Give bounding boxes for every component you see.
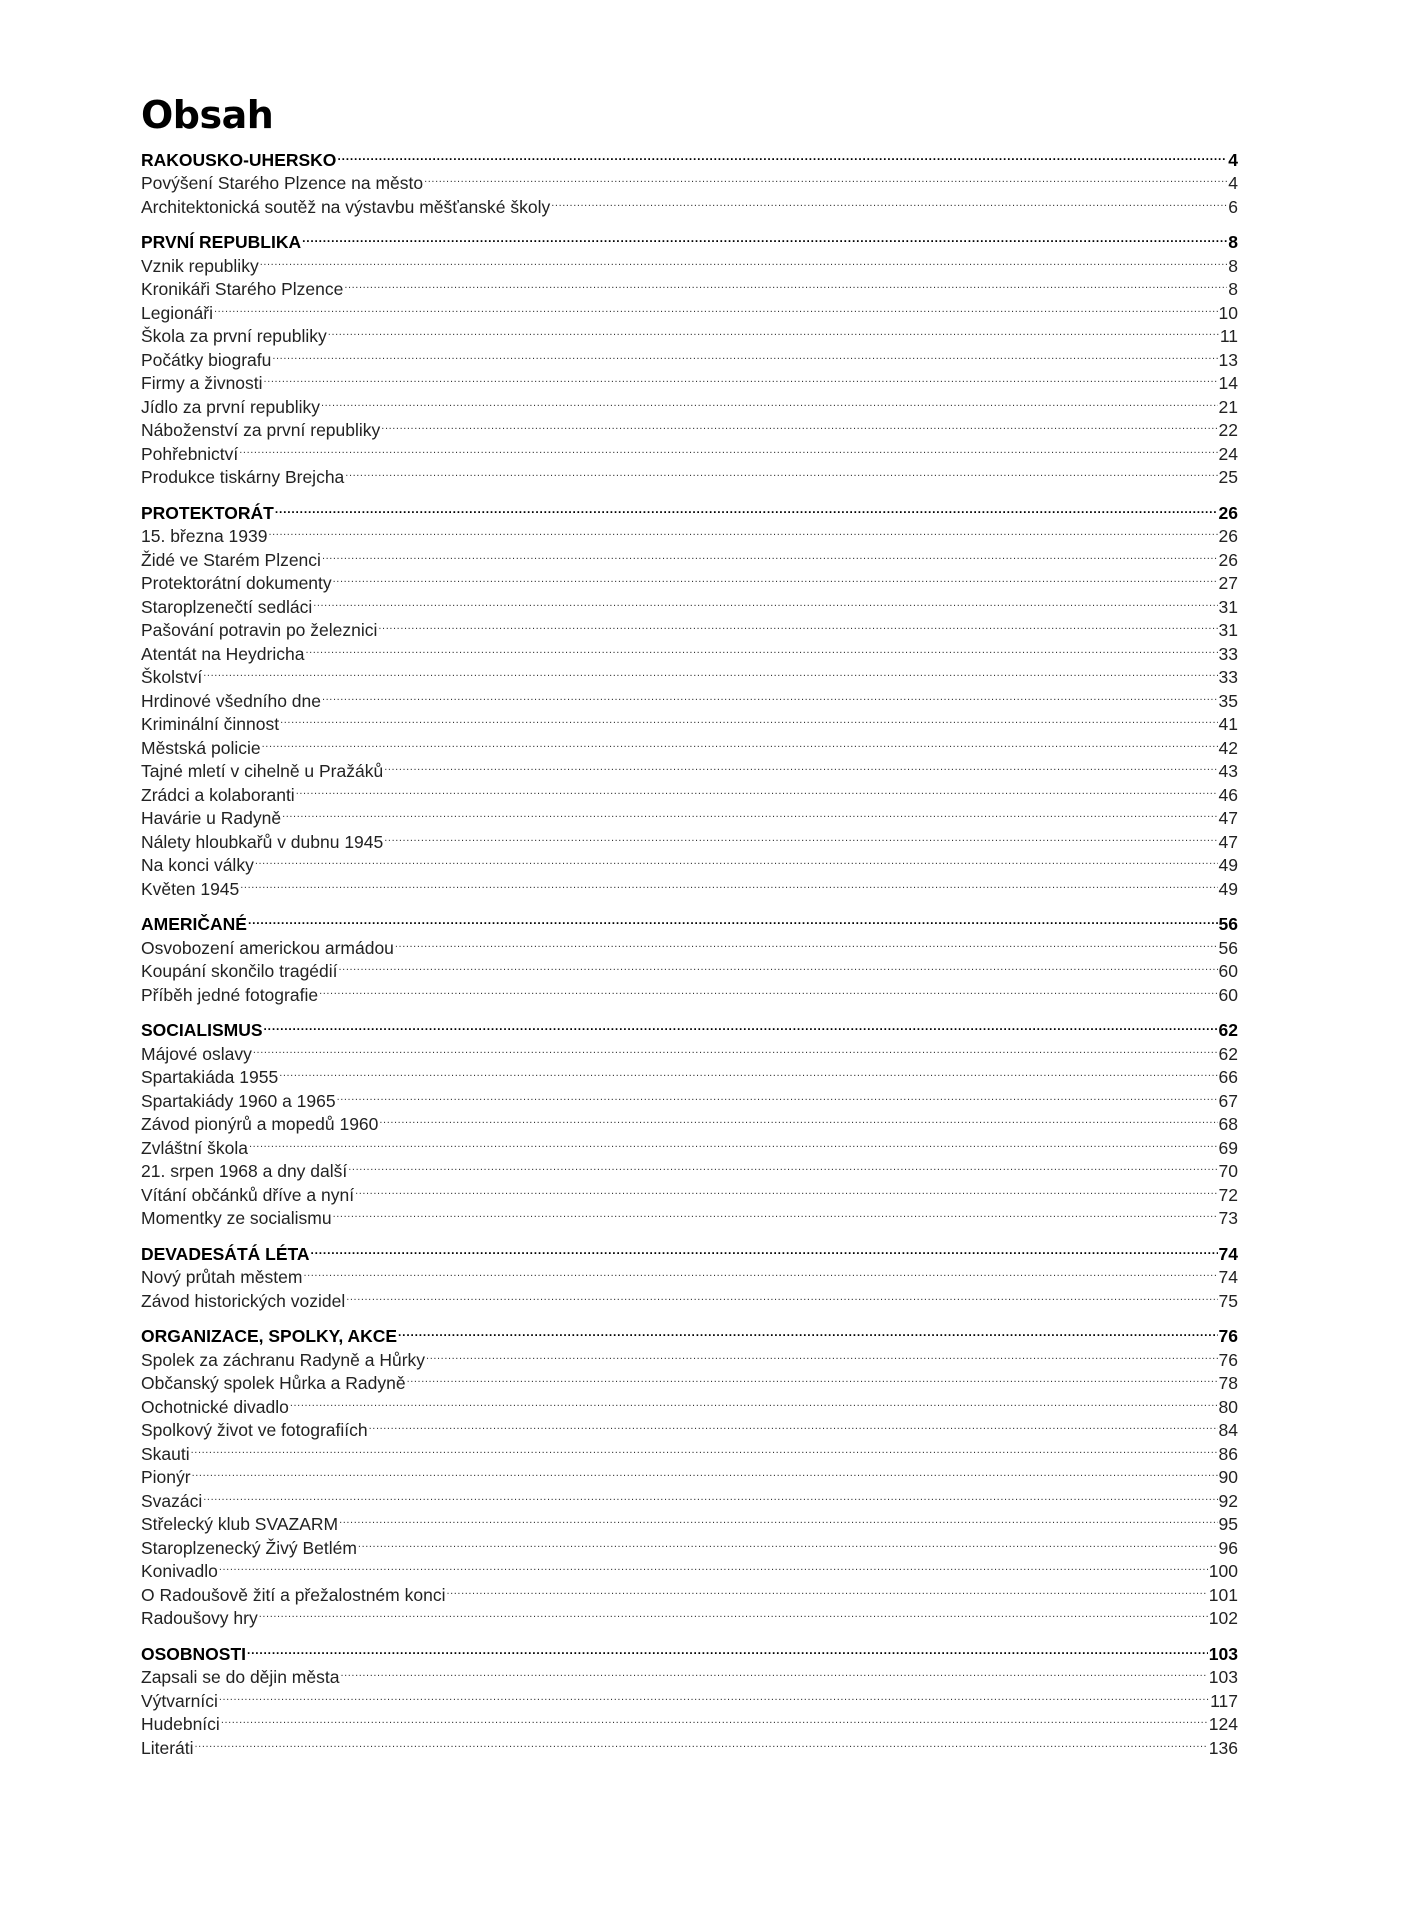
toc-section	[141, 1236, 1238, 1311]
page-number: 49	[1218, 855, 1238, 875]
toc-section-heading[interactable]	[141, 495, 1238, 523]
dot-leader	[319, 977, 1217, 1001]
toc-entry-label: Architektonická soutěž na výstavbu měšťanské školy	[141, 196, 551, 217]
toc-entry-label: Momentky ze socialismu	[141, 1208, 332, 1228]
page-number: 74	[1218, 1267, 1238, 1287]
toc-entry-label: Literáti	[141, 1737, 194, 1758]
toc-entry[interactable]	[141, 460, 1238, 487]
page-number: 33	[1218, 667, 1238, 687]
dot-leader	[381, 413, 1217, 437]
toc-section	[141, 142, 1238, 217]
page-number: 84	[1218, 1420, 1238, 1440]
toc-entry[interactable]	[141, 248, 1238, 276]
toc-entry-label: Počátky biografu	[141, 349, 272, 370]
toc-entry-label: Školství	[141, 667, 203, 687]
dot-leader	[255, 848, 1218, 872]
page-number: 41	[1218, 714, 1238, 734]
toc-entry-label: Zapsali se do dějin města	[141, 1667, 340, 1687]
toc-list	[141, 142, 1238, 1758]
page-number: 47	[1218, 808, 1238, 828]
toc-entry[interactable]	[141, 1036, 1238, 1064]
toc-entry[interactable]	[141, 1730, 1238, 1758]
page-number: 101	[1208, 1584, 1238, 1605]
toc-entry[interactable]	[141, 272, 1238, 299]
toc-entry-label: Ochotnické divadlo	[141, 1396, 289, 1417]
toc-entry-label: Staroplzenecký Živý Betlém	[141, 1537, 357, 1558]
toc-section-heading-label: PROTEKTORÁT	[141, 502, 274, 523]
dot-leader	[311, 1236, 1218, 1260]
page-number: 42	[1218, 737, 1238, 758]
toc-section-heading-label: SOCIALISMUS	[141, 1020, 263, 1040]
toc-entry[interactable]	[141, 319, 1238, 346]
dot-leader	[313, 589, 1217, 613]
toc-entry-label: Kronikáři Starého Plzence	[141, 279, 344, 299]
page-number: 4	[1228, 149, 1238, 170]
toc-entry-label: Skauti	[141, 1443, 190, 1464]
dot-leader	[203, 1483, 1217, 1507]
dot-leader	[339, 1507, 1217, 1531]
toc-section-heading[interactable]	[141, 225, 1238, 252]
page-number: 10	[1218, 302, 1238, 323]
dot-leader	[305, 636, 1217, 660]
dot-leader	[355, 1177, 1217, 1201]
toc-section	[141, 1319, 1238, 1628]
dot-leader	[247, 1636, 1208, 1660]
dot-leader	[219, 1554, 1208, 1578]
toc-entry-label: Škola za první republiky	[141, 326, 327, 346]
toc-entry[interactable]	[141, 342, 1238, 370]
page-number: 27	[1218, 573, 1238, 593]
page-number: 22	[1218, 420, 1238, 440]
dot-leader	[333, 1201, 1218, 1225]
toc-entry[interactable]	[141, 1483, 1238, 1511]
dot-leader	[346, 1283, 1217, 1307]
toc-entry-label: Vznik republiky	[141, 255, 259, 276]
page-number: 47	[1218, 831, 1238, 852]
dot-leader	[322, 542, 1218, 566]
toc-entry-label: 21. srpen 1968 a dny další	[141, 1161, 348, 1181]
toc-entry-label: Jídlo za první republiky	[141, 396, 320, 417]
dot-leader	[253, 1036, 1218, 1060]
toc-entry[interactable]	[141, 1577, 1238, 1605]
dot-leader	[337, 142, 1227, 166]
toc-entry-label: Občanský spolek Hůrka a Radyně	[141, 1373, 406, 1393]
toc-section	[141, 1636, 1238, 1758]
page-number: 21	[1218, 396, 1238, 417]
dot-leader	[303, 1260, 1217, 1284]
toc-entry-label: Májové oslavy	[141, 1043, 252, 1064]
dot-leader	[551, 189, 1227, 213]
toc-entry[interactable]	[141, 777, 1238, 805]
toc-entry-label: 15. března 1939	[141, 526, 268, 546]
page-number: 73	[1218, 1208, 1238, 1228]
toc-entry[interactable]	[141, 1083, 1238, 1111]
toc-entry[interactable]	[141, 1154, 1238, 1181]
toc-entry-label: Vítání občánků dříve a nyní	[141, 1184, 355, 1205]
dot-leader	[302, 225, 1227, 249]
toc-entry-label: Nálety hloubkařů v dubnu 1945	[141, 831, 384, 852]
toc-entry-label: Legionáři	[141, 302, 213, 323]
toc-entry-label: Protektorátní dokumenty	[141, 573, 332, 593]
dot-leader	[269, 519, 1218, 543]
toc-entry[interactable]	[141, 848, 1238, 875]
page-number: 102	[1208, 1608, 1238, 1628]
toc-entry[interactable]	[141, 1660, 1238, 1687]
toc-entry[interactable]	[141, 1707, 1238, 1734]
dot-leader	[191, 1436, 1218, 1460]
dot-leader	[259, 1601, 1208, 1625]
toc-entry[interactable]	[141, 636, 1238, 664]
toc-section-heading-label: AMERIČANÉ	[141, 914, 247, 934]
dot-leader	[337, 1083, 1218, 1107]
page-number: 6	[1228, 196, 1238, 217]
toc-entry-label: Hudebníci	[141, 1714, 220, 1734]
page-number: 62	[1218, 1043, 1238, 1064]
toc-entry[interactable]	[141, 436, 1238, 464]
dot-leader	[426, 1342, 1217, 1366]
toc-section-heading-label: PRVNÍ REPUBLIKA	[141, 232, 302, 252]
page-number: 67	[1218, 1090, 1238, 1111]
dot-leader	[395, 930, 1218, 954]
toc-entry[interactable]	[141, 1413, 1238, 1440]
toc-entry[interactable]	[141, 1060, 1238, 1087]
page-number: 100	[1208, 1561, 1238, 1581]
toc-entry[interactable]	[141, 542, 1238, 570]
dot-leader	[272, 342, 1217, 366]
toc-entry[interactable]	[141, 1283, 1238, 1311]
toc-entry-label: O Radoušově žití a přežalostném konci	[141, 1584, 446, 1605]
toc-entry-label: Závod historických vozidel	[141, 1290, 346, 1311]
toc-entry-label: Spolek za záchranu Radyně a Hůrky	[141, 1349, 426, 1370]
page-number: 31	[1218, 620, 1238, 640]
toc-entry-label: Svazáci	[141, 1490, 203, 1511]
toc-section	[141, 1013, 1238, 1228]
toc-entry-label: Pašování potravin po železnici	[141, 620, 378, 640]
dot-leader	[321, 389, 1218, 413]
page-number: 74	[1218, 1243, 1238, 1264]
dot-leader	[339, 954, 1218, 978]
toc-entry[interactable]	[141, 730, 1238, 758]
toc-entry-label: Staroplzenečtí sedláci	[141, 596, 313, 617]
dot-leader	[240, 871, 1217, 895]
toc-entry[interactable]	[141, 295, 1238, 323]
toc-section	[141, 907, 1238, 1005]
dot-leader	[378, 613, 1217, 637]
toc-entry[interactable]	[141, 801, 1238, 828]
page-number: 70	[1218, 1161, 1238, 1181]
toc-entry-label: Spolkový život ve fotografiích	[141, 1420, 368, 1440]
toc-entry-label: Konivadlo	[141, 1561, 218, 1581]
dot-leader	[379, 1107, 1217, 1131]
toc-entry[interactable]	[141, 1389, 1238, 1417]
page-number: 46	[1218, 784, 1238, 805]
toc-entry-label: Zrádci a kolaboranti	[141, 784, 295, 805]
page-number: 60	[1218, 984, 1238, 1005]
toc-entry[interactable]	[141, 1130, 1238, 1158]
dot-leader	[358, 1530, 1218, 1554]
page-number: 76	[1218, 1349, 1238, 1370]
page-number: 86	[1218, 1443, 1238, 1464]
toc-entry-label: Pohřebnictví	[141, 443, 239, 464]
dot-leader	[290, 1389, 1218, 1413]
dot-leader	[282, 801, 1217, 825]
page-number: 60	[1218, 961, 1238, 981]
toc-entry[interactable]	[141, 366, 1238, 393]
page-number: 8	[1228, 255, 1238, 276]
toc-entry-label: Atentát na Heydricha	[141, 643, 305, 664]
toc-section-heading[interactable]	[141, 1013, 1238, 1040]
toc-section-heading[interactable]	[141, 1636, 1238, 1664]
toc-section-heading-label: DEVADESÁTÁ LÉTA	[141, 1243, 310, 1264]
dot-leader	[446, 1577, 1207, 1601]
page-number: 66	[1218, 1067, 1238, 1087]
dot-leader	[328, 319, 1219, 343]
dot-leader	[279, 1060, 1217, 1084]
dot-leader	[348, 1154, 1217, 1178]
dot-leader	[296, 777, 1218, 801]
page-number: 24	[1218, 443, 1238, 464]
toc-entry[interactable]	[141, 707, 1238, 734]
dot-leader	[262, 730, 1218, 754]
page-number: 103	[1208, 1643, 1238, 1664]
toc-section-heading[interactable]	[141, 1319, 1238, 1346]
toc-entry[interactable]	[141, 824, 1238, 852]
toc-entry[interactable]	[141, 660, 1238, 687]
table-of-contents	[141, 92, 1238, 1766]
page-number: 26	[1218, 526, 1238, 546]
dot-leader	[192, 1460, 1218, 1484]
page-number: 31	[1218, 596, 1238, 617]
page-number: 80	[1218, 1396, 1238, 1417]
dot-leader	[203, 660, 1217, 684]
page-number: 26	[1218, 549, 1238, 570]
toc-entry-label: Na konci války	[141, 855, 254, 875]
page-number: 69	[1218, 1137, 1238, 1158]
toc-entry-label: Spartakiády 1960 a 1965	[141, 1090, 336, 1111]
dot-leader	[260, 248, 1228, 272]
dot-leader	[214, 295, 1218, 319]
toc-entry-label: Osvobození americkou armádou	[141, 937, 394, 958]
toc-section	[141, 225, 1238, 487]
page-number: 35	[1218, 690, 1238, 711]
page-number: 72	[1218, 1184, 1238, 1205]
page-number: 56	[1218, 914, 1238, 934]
page-number: 117	[1210, 1690, 1238, 1711]
dot-leader	[264, 366, 1218, 390]
toc-entry[interactable]	[141, 1601, 1238, 1628]
page-number: 8	[1228, 279, 1238, 299]
toc-entry-label: Náboženství za první republiky	[141, 420, 381, 440]
toc-entry[interactable]	[141, 1683, 1238, 1711]
page-number: 96	[1218, 1537, 1238, 1558]
toc-section-heading-label: RAKOUSKO-UHERSKO	[141, 149, 337, 170]
page-number: 25	[1218, 467, 1238, 487]
page-number: 103	[1208, 1667, 1238, 1687]
dot-leader	[195, 1730, 1208, 1754]
toc-entry[interactable]	[141, 1554, 1238, 1581]
page-number: 8	[1228, 232, 1238, 252]
toc-entry-label: Střelecký klub SVAZARM	[141, 1514, 339, 1534]
toc-section-heading-label: OSOBNOSTI	[141, 1643, 247, 1664]
toc-entry-label: Květen 1945	[141, 878, 240, 899]
dot-leader	[398, 1319, 1217, 1343]
toc-section-heading[interactable]	[141, 1236, 1238, 1264]
dot-leader	[369, 1413, 1218, 1437]
toc-entry-label: Pionýr	[141, 1467, 191, 1487]
toc-entry[interactable]	[141, 1260, 1238, 1287]
toc-entry[interactable]	[141, 930, 1238, 958]
toc-entry-label: Povýšení Starého Plzence na město	[141, 173, 424, 193]
toc-section-heading[interactable]	[141, 907, 1238, 934]
toc-section-heading-label: ORGANIZACE, SPOLKY, AKCE	[141, 1326, 398, 1346]
toc-entry-label: Závod pionýrů a mopedů 1960	[141, 1114, 379, 1134]
toc-entry-label: Židé ve Starém Plzenci	[141, 549, 321, 570]
toc-entry-label: Tajné mletí v cihelně u Pražáků	[141, 761, 384, 781]
toc-entry-label: Radoušovy hry	[141, 1608, 258, 1628]
toc-entry[interactable]	[141, 389, 1238, 417]
page-number: 75	[1218, 1290, 1238, 1311]
dot-leader	[384, 754, 1217, 778]
toc-entry-label: Nový průtah městem	[141, 1267, 303, 1287]
dot-leader	[221, 1707, 1208, 1731]
toc-entry[interactable]	[141, 871, 1238, 899]
page-number: 49	[1218, 878, 1238, 899]
page-number: 68	[1218, 1114, 1238, 1134]
dot-leader	[333, 566, 1218, 590]
page-number: 14	[1218, 373, 1238, 393]
toc-entry[interactable]	[141, 1436, 1238, 1464]
dot-leader	[384, 824, 1217, 848]
toc-entry-label: Spartakiáda 1955	[141, 1067, 279, 1087]
page-title: Obsah	[141, 93, 274, 137]
page-number: 95	[1218, 1514, 1238, 1534]
toc-entry[interactable]	[141, 754, 1238, 781]
toc-section-heading[interactable]	[141, 142, 1238, 170]
dot-leader	[239, 436, 1217, 460]
toc-entry-label: Firmy a živnosti	[141, 373, 263, 393]
dot-leader	[340, 1660, 1207, 1684]
dot-leader	[249, 1130, 1218, 1154]
dot-leader	[275, 495, 1218, 519]
dot-leader	[322, 683, 1218, 707]
page-number: 136	[1208, 1737, 1238, 1758]
page-number: 13	[1218, 349, 1238, 370]
dot-leader	[344, 272, 1227, 296]
page-number: 11	[1219, 326, 1238, 346]
toc-entry-label: Kriminální činnost	[141, 714, 280, 734]
page-number: 76	[1218, 1326, 1238, 1346]
page-number: 78	[1218, 1373, 1238, 1393]
page-number: 4	[1228, 173, 1238, 193]
dot-leader	[424, 166, 1227, 190]
toc-entry-label: Hrdinové všedního dne	[141, 690, 321, 711]
toc-entry[interactable]	[141, 519, 1238, 546]
dot-leader	[219, 1683, 1209, 1707]
page-number: 62	[1218, 1020, 1238, 1040]
toc-entry-label: Městská policie	[141, 737, 261, 758]
page-number: 43	[1218, 761, 1238, 781]
toc-entry[interactable]	[141, 1507, 1238, 1534]
dot-leader	[407, 1366, 1218, 1390]
dot-leader	[280, 707, 1217, 731]
toc-entry-label: Příběh jedné fotografie	[141, 984, 319, 1005]
toc-section	[141, 495, 1238, 899]
dot-leader	[345, 460, 1217, 484]
page-number: 124	[1208, 1714, 1238, 1734]
page-number: 90	[1218, 1467, 1238, 1487]
toc-entry[interactable]	[141, 1460, 1238, 1487]
toc-entry-label: Zvláštní škola	[141, 1137, 248, 1158]
toc-entry-label: Výtvarníci	[141, 1690, 218, 1711]
toc-entry-label: Koupání skončilo tragédií	[141, 961, 338, 981]
toc-entry-label: Produkce tiskárny Brejcha	[141, 467, 345, 487]
toc-entry-label: Havárie u Radyně	[141, 808, 282, 828]
dot-leader	[264, 1013, 1218, 1037]
dot-leader	[248, 907, 1218, 931]
page-number: 26	[1218, 502, 1238, 523]
page-number: 33	[1218, 643, 1238, 664]
toc-entry[interactable]	[141, 683, 1238, 711]
page-number: 92	[1218, 1490, 1238, 1511]
page-number: 56	[1218, 937, 1238, 958]
